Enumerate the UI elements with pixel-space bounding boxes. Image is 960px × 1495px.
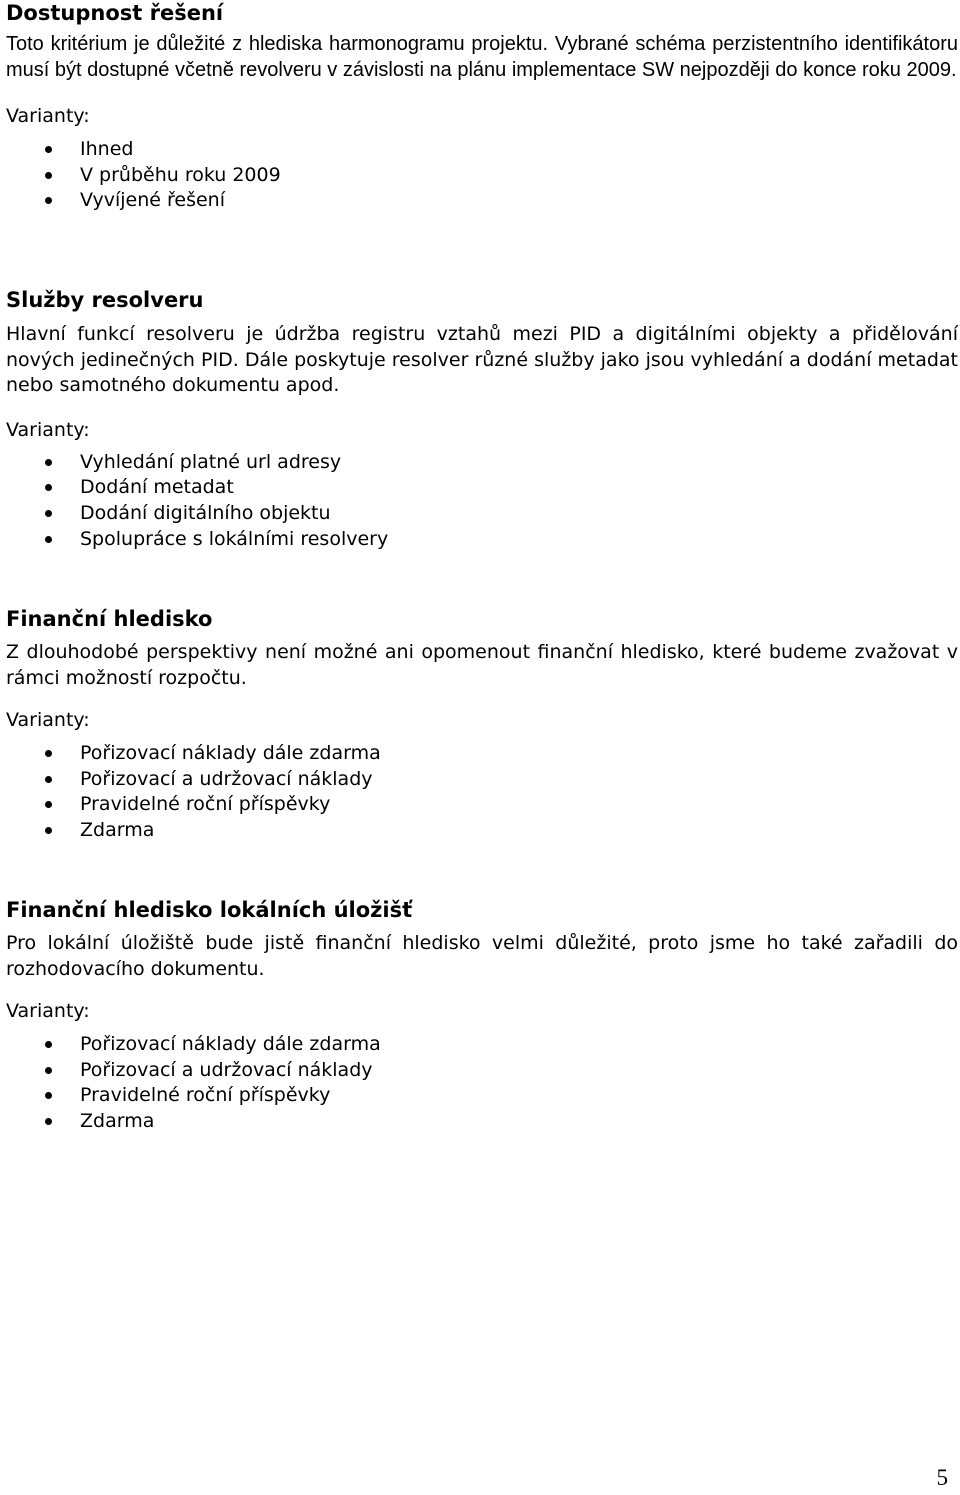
list-item: Vyhledání platné url adresy — [6, 450, 958, 476]
section-paragraph: Hlavní funkcí resolveru je údržba registru vztahů mezi PID a digitálními objekty a přidělování nových jedinečných PID. Dále poskytuje resolver různé služby jako jsou vyhledání a dodání metadat nebo samotného dokumentu apod. — [6, 323, 958, 396]
variants-list — [6, 1032, 958, 1135]
list-item: Pořizovací náklady dále zdarma — [6, 1032, 958, 1058]
section-paragraph: Pro lokální úložiště bude jistě finanční hledisko velmi důležité, proto jsme ho také zařadili do rozhodovacího dokumentu. — [6, 932, 958, 980]
variants-label: Varianty: — [6, 709, 90, 731]
bullet-icon — [45, 172, 52, 179]
variants-label: Varianty: — [6, 418, 90, 441]
bullet-icon — [45, 1067, 52, 1074]
variants-label: Varianty: — [6, 1000, 90, 1022]
section-heading: Služby resolveru — [6, 288, 204, 312]
bullet-icon — [45, 459, 52, 466]
section-paragraph: Z dlouhodobé perspektivy není možné ani opomenout finanční hledisko, které budeme zvažovat v rámci možností rozpočtu. — [6, 641, 958, 689]
section-heading: Finanční hledisko lokálních úložišť — [6, 898, 413, 922]
list-item: Dodání digitálního objektu — [6, 501, 958, 527]
bullet-icon — [45, 484, 52, 491]
bullet-icon — [45, 510, 52, 517]
list-item: Pořizovací a udržovací náklady — [6, 767, 958, 793]
list-item: Zdarma — [6, 1109, 958, 1135]
list-item: Ihned — [6, 137, 958, 163]
list-item: Pravidelné roční příspěvky — [6, 1083, 958, 1109]
list-item: Pravidelné roční příspěvky — [6, 792, 958, 818]
bullet-icon — [45, 146, 52, 153]
section-financni-hledisko-uloziste — [6, 897, 958, 1135]
bullet-icon — [45, 750, 52, 757]
bullet-icon — [45, 1092, 52, 1099]
bullet-icon — [45, 1118, 52, 1125]
section-heading: Finanční hledisko — [6, 607, 213, 631]
section-financni-hledisko — [6, 606, 958, 844]
bullet-icon — [45, 801, 52, 808]
bullet-icon — [45, 1041, 52, 1048]
list-item: Zdarma — [6, 818, 958, 844]
list-item: Dodání metadat — [6, 475, 958, 501]
bullet-icon — [45, 776, 52, 783]
page-number: 5 — [936, 1465, 948, 1490]
list-item: Pořizovací náklady dále zdarma — [6, 741, 958, 767]
variants-label: Varianty: — [6, 105, 90, 127]
bullet-icon — [45, 197, 52, 204]
variants-list — [6, 137, 958, 214]
section-heading: Dostupnost řešení — [6, 1, 224, 25]
variants-list — [6, 450, 958, 553]
bullet-icon — [45, 827, 52, 834]
bullet-icon — [45, 536, 52, 543]
list-item: Vyvíjené řešení — [6, 188, 958, 214]
section-paragraph: Toto kritérium je důležité z hlediska harmonogramu projektu. Vybrané schéma perzistentního identifikátoru musí být dostupné včetně revolveru v závislosti na plánu implementace SW nejpozději do konce roku 2009. — [6, 33, 958, 81]
section-dostupnost — [6, 0, 958, 214]
list-item: Spolupráce s lokálními resolvery — [6, 527, 958, 553]
variants-list — [6, 741, 958, 844]
section-sluzby-resolveru — [6, 287, 958, 552]
list-item: Pořizovací a udržovací náklady — [6, 1058, 958, 1084]
list-item: V průběhu roku 2009 — [6, 163, 958, 189]
